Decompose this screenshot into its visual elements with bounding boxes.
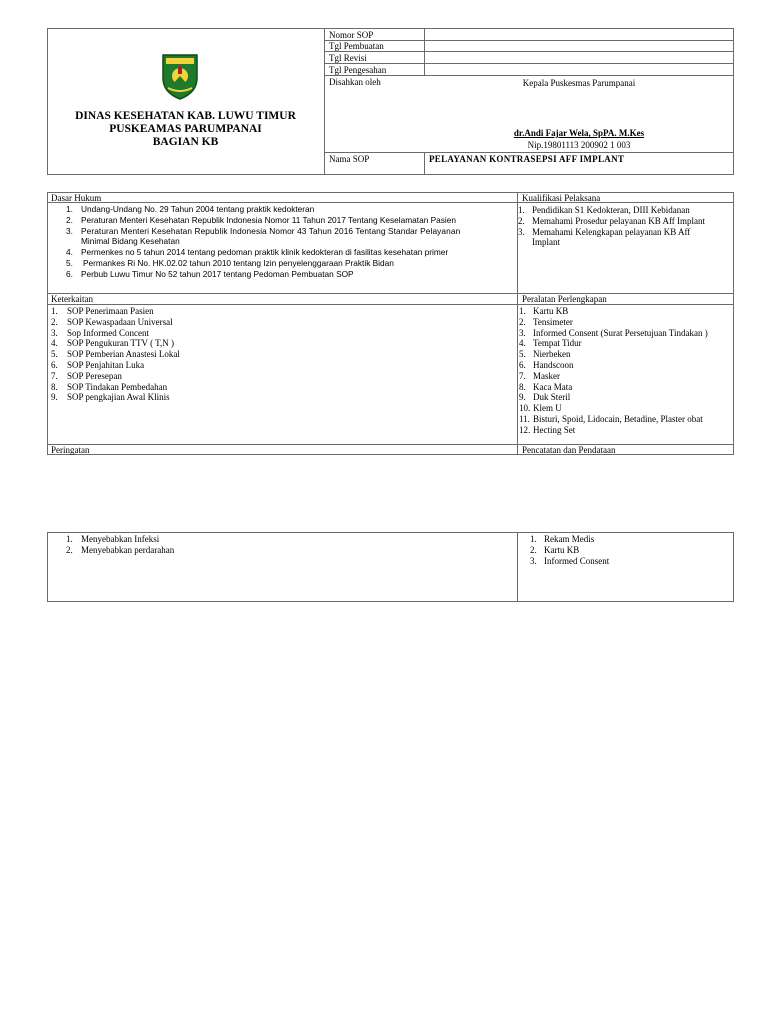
kualifikasi-title: Kualifikasi Pelaksana: [522, 193, 601, 203]
nama-sop-label: Nama SOP: [329, 154, 370, 164]
list-item: 12. Hecting Set: [519, 424, 576, 435]
list-item: 6. SOP Penjahitan Luka: [51, 359, 145, 370]
list-item: 2. Menyebabkan perdarahan: [66, 544, 175, 555]
department-name: BAGIAN KB: [152, 136, 219, 148]
list-item: 7. SOP Peresepan: [51, 370, 122, 381]
nama-sop-value: PELAYANAN KONTRASEPSI AFF IMPLANT: [429, 154, 625, 164]
list-item: 2. Kartu KB: [530, 545, 580, 556]
puskesmas-name: PUSKEAMAS PARUMPANAI: [109, 123, 262, 135]
kepala-title: Kepala Puskesmas Parumpanai: [522, 78, 636, 88]
disahkan-label: Disahkan oleh: [329, 77, 381, 87]
signer-nip: Nip.19801113 200902 1 003: [527, 140, 631, 150]
list-item: 9. SOP pengkajian Awal Klinis: [51, 392, 170, 403]
list-item: 2. Memahami Prosedur pelayanan KB Aff Implant: [518, 215, 706, 226]
keterkaitan-title: Keterkaitan: [51, 294, 93, 304]
list-item: 5. Nierbeken: [519, 349, 571, 360]
kualifikasi-list: [518, 205, 732, 248]
nomor-sop-label: Nomor SOP: [329, 30, 374, 40]
dasar-hukum-title: Dasar Hukum: [51, 193, 102, 203]
list-item: 3. Sop Informed Concent: [51, 327, 149, 338]
list-item: 1. Pendidikan S1 Kedokteran, DIII Kebidanan: [518, 205, 690, 215]
list-item: 5. Permankes Ri No. HK.02.02 tahun 2010 tentang Izin penyelenggaraan Praktik Bidan: [66, 257, 394, 268]
peralatan-list: [519, 306, 733, 436]
list-item: 3. Peraturan Menteri Kesehatan Republik Indonesia Nomor 43 Tahun 2016 Tentang Standar Pelayanan Minimal Bidang Kesehatan: [66, 225, 461, 247]
peringatan-list: [66, 534, 506, 556]
keterkaitan-list: [51, 306, 511, 403]
list-item: 2. SOP Kewaspadaan Universal: [51, 316, 173, 327]
list-item: 1. Undang-Undang No. 29 Tahun 2004 tentang praktik kedokteran: [66, 204, 315, 214]
list-item: 5. SOP Pemberian Anastesi Lokal: [51, 349, 180, 360]
list-item: 2. Peraturan Menteri Kesehatan Republik Indonesia Nomor 11 Tahun 2017 Tentang Keselamatan Pasien: [66, 214, 456, 225]
tgl-pembuatan-label: Tgl Pembuatan: [329, 41, 384, 51]
peringatan-title: Peringatan: [51, 445, 90, 455]
tgl-revisi-label: Tgl Revisi: [329, 53, 367, 63]
list-item: 2. Tensimeter: [519, 316, 573, 327]
pencatatan-list: [530, 534, 730, 568]
list-item: 7. Masker: [519, 370, 560, 381]
list-item: 1. Kartu KB: [519, 306, 569, 316]
list-item: 3. Memahami Kelengkapan pelayanan KB Aff Implant: [518, 226, 691, 248]
signer-name: dr.Andi Fajar Wela, SpPA. M.Kes: [513, 128, 645, 138]
list-item: 8. SOP Tindakan Pembedahan: [51, 381, 168, 392]
peralatan-title: Peralatan Perlengkapan: [522, 294, 607, 304]
list-item: 9. Duk Steril: [519, 392, 571, 403]
list-item: 10. Klem U: [519, 403, 562, 414]
pencatatan-title: Pencatatan dan Pendataan: [522, 445, 616, 455]
list-item: 3. Informed Consent: [530, 556, 610, 567]
list-item: 3. Informed Consent (Surat Persetujuan Tindakan ): [519, 327, 708, 338]
list-item: 8. Kaca Mata: [519, 381, 573, 392]
list-item: 1. Rekam Medis: [530, 534, 595, 544]
tgl-pengesahan-label: Tgl Pengesahan: [329, 65, 387, 75]
regency-logo: [160, 52, 200, 100]
list-item: 11. Bisturi, Spoid, Lidocain, Betadine, Plaster obat: [519, 413, 703, 424]
list-item: 6. Perbub Luwu Timur No 52 tahun 2017 tentang Pedoman Pembuatan SOP: [66, 268, 354, 279]
list-item: 1. Menyebabkan Infeksi: [66, 534, 160, 544]
dasar-hukum-list: [66, 204, 514, 280]
list-item: 6. Handscoon: [519, 359, 574, 370]
org-name: DINAS KESEHATAN KAB. LUWU TIMUR: [75, 110, 296, 122]
list-item: 4. Permenkes no 5 tahun 2014 tentang pedoman praktik klinik kedokteran di fasilitas kesehatan primer: [66, 247, 449, 258]
list-item: 1. SOP Penerimaan Pasien: [51, 306, 154, 316]
list-item: 4. Tempat Tidur: [519, 338, 582, 349]
list-item: 4. SOP Pengukuran TTV ( T,N ): [51, 338, 174, 349]
